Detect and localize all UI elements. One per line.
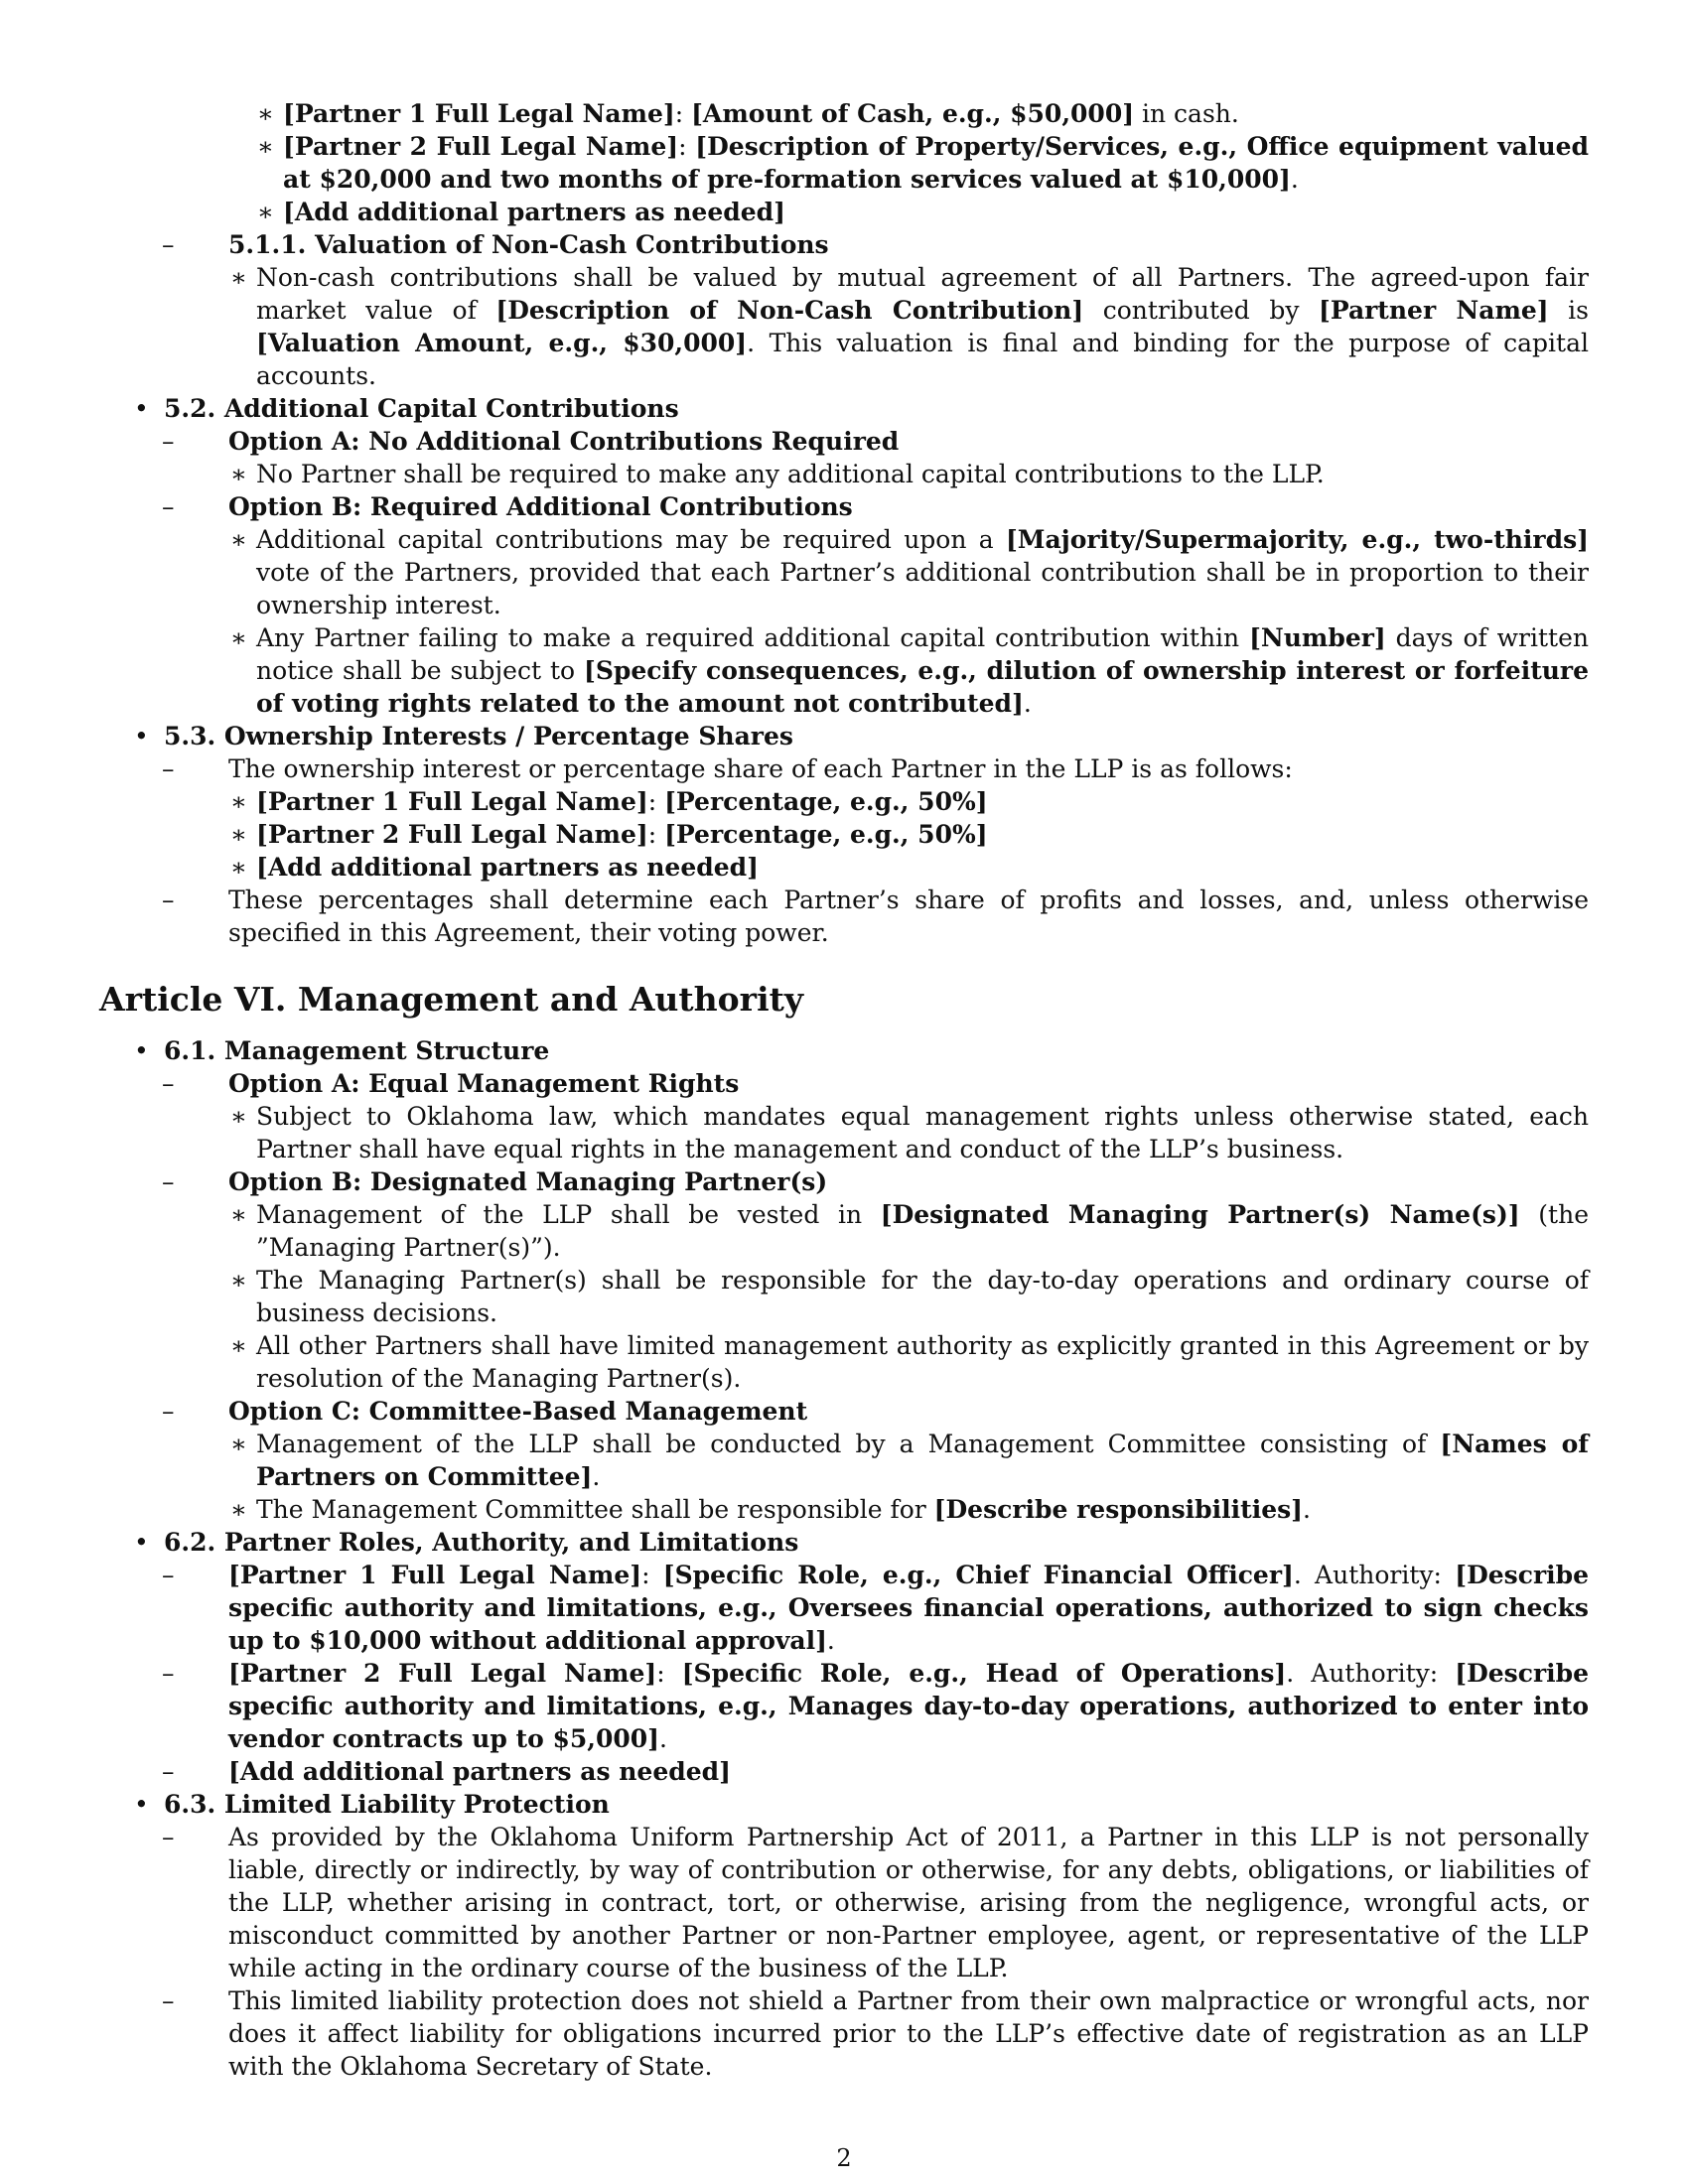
option-b: – Option B: Designated Managing Partner(s) ∗ Management of the LLP shall be vested in [Designated Managing Partner(s) Name(s)] (the ”Managing Partner(s)”). ∗ The Managing Partner(s) shall be responsible for the day-to-day operations and ordinary course of business decisions. ∗ All other Partners shall have limited management authority as explicitly granted in this Agreement or by resolution of the Managing Partner(s). — [164, 1165, 1589, 1395]
list-item: ∗ [Add additional partners as needed] — [255, 196, 1589, 228]
list-item: ∗ Non-cash contributions shall be valued by mutual agreement of all Partners. The agreed-upon fair market value of [Description of Non-Cash Contribution] contributed by [Partner Name] is [Valuation Amount, e.g., $30,000]. This valuation is final and binding for the purpose of capital accounts. — [228, 261, 1589, 392]
list-item: ∗ No Partner shall be required to make any additional capital contributions to the LLP. — [228, 458, 1589, 490]
section-list-5 — [99, 392, 1589, 949]
article-6-heading: Article VI. Management and Authority — [99, 980, 804, 1019]
document-page — [99, 97, 1589, 2083]
section-5-3: • 5.3. Ownership Interests / Percentage Shares – The ownership interest or percentage share of each Partner in the LLP is as follows: ∗ [Partner 1 Full Legal Name]: [Percentage, e.g., 50%] ∗ [Partner 2 Full Legal Name]: [Percentage, e.g., 50%] ∗ [Add additional partners as needed] – These percentages shall determine each Partner’s share of profits and losses, and, unless otherwise specified in this Agreement, their voting power. — [99, 720, 1589, 949]
list-item: – These percentages shall determine each Partner’s share of profits and losses, and, unless otherwise specified in this Agreement, their voting power. — [164, 884, 1589, 949]
option-a: – Option A: No Additional Contributions Required ∗ No Partner shall be required to make any additional capital contributions to the LLP. — [164, 425, 1589, 490]
list-item: ∗ [Partner 2 Full Legal Name]: [Percentage, e.g., 50%] — [228, 818, 1589, 851]
section-6-2: • 6.2. Partner Roles, Authority, and Limitations – [Partner 1 Full Legal Name]: [Specific Role, e.g., Chief Financial Officer]. Authority: [Describe specific authority and limitations, e.g., Oversees financial operations, authorized to sign checks up to $10,000 without additional approval]. – [Partner 2 Full Legal Name]: [Specific Role, e.g., Head of Operations]. Authority: [Describe specific authority and limitations, e.g., Manages day-to-day operations, authorized to enter into vendor contracts up to $5,000]. – [Add additional partners as needed] — [99, 1526, 1589, 1788]
section-list-6 — [99, 1034, 1589, 2083]
list-item: ∗ [Add additional partners as needed] — [228, 851, 1589, 884]
list-item: ∗ [Partner 1 Full Legal Name]: [Amount of Cash, e.g., $50,000] in cash. — [255, 97, 1589, 130]
subsection-list — [164, 228, 1589, 392]
list-item: ∗ The Managing Partner(s) shall be responsible for the day-to-day operations and ordinary course of business decisions. — [228, 1264, 1589, 1329]
list-item: ∗ Additional capital contributions may be required upon a [Majority/Supermajority, e.g., two-thirds] vote of the Partners, provided that each Partner’s additional contribution shall be in proportion to their ownership interest. — [228, 523, 1589, 621]
list-item: ∗ Subject to Oklahoma law, which mandates equal management rights unless otherwise stated, each Partner shall have equal rights in the management and conduct of the LLP’s business. — [228, 1100, 1589, 1165]
option-a: – Option A: Equal Management Rights ∗ Subject to Oklahoma law, which mandates equal management rights unless otherwise stated, each Partner shall have equal rights in the management and conduct of the LLP’s business. — [164, 1067, 1589, 1165]
subsection-5-1-1: – 5.1.1. Valuation of Non-Cash Contributions ∗ Non-cash contributions shall be valued by mutual agreement of all Partners. The agreed-upon fair market value of [Description of Non-Cash Contribution] contributed by [Partner Name] is [Valuation Amount, e.g., $30,000]. This valuation is final and binding for the purpose of capital accounts. — [164, 228, 1589, 392]
list-item: ∗ The Management Committee shall be responsible for [Describe responsibilities]. — [228, 1493, 1589, 1526]
section-6-1: • 6.1. Management Structure – Option A: Equal Management Rights ∗ Subject to Oklahoma law, which mandates equal management rights unless otherwise stated, each Partner shall have equal rights in the management and conduct of the LLP’s business. – Option B: Designated Managing Partner(s) ∗ Management of the LLP shall be vested in [Designated Managing Partner(s) Name(s)] (the ”Managing Partner(s)”). ∗ The Managing Partner(s) shall be responsible for the day-to-day operations and ordinary course of business decisions. ∗ All other Partners shall have limited management authority as explicitly granted in this Agreement or by resolution of the Managing Partner(s). – Option C: Committee-Based Management ∗ Management of the LLP shall be conducted by a Management Committee consisting of [Names of Partners on Committee]. ∗ The Management Committee shall be responsible for [Describe responsibilities]. — [99, 1034, 1589, 1526]
option-b: – Option B: Required Additional Contributions ∗ Additional capital contributions may be required upon a [Majority/Supermajority, e.g., two-thirds] vote of the Partners, provided that each Partner’s additional contribution shall be in proportion to their ownership interest. ∗ Any Partner failing to make a required additional capital contribution within [Number] days of written notice shall be subject to [Specify consequences, e.g., dilution of ownership interest or forfeiture of voting rights related to the amount not contributed]. — [164, 490, 1589, 720]
section-5-2: • 5.2. Additional Capital Contributions – Option A: No Additional Contributions Required ∗ No Partner shall be required to make any additional capital contributions to the LLP. – Option B: Required Additional Contributions ∗ Additional capital contributions may be required upon a [Majority/Supermajority, e.g., two-thirds] vote of the Partners, provided that each Partner’s additional contribution shall be in proportion to their ownership interest. ∗ Any Partner failing to make a required additional capital contribution within [Number] days of written notice shall be subject to [Specify consequences, e.g., dilution of ownership interest or forfeiture of voting rights related to the amount not contributed]. — [99, 392, 1589, 720]
list-item: ∗ All other Partners shall have limited management authority as explicitly granted in this Agreement or by resolution of the Managing Partner(s). — [228, 1329, 1589, 1395]
section-6-3: • 6.3. Limited Liability Protection – As provided by the Oklahoma Uniform Partnership Act of 2011, a Partner in this LLP is not personally liable, directly or indirectly, by way of contribution or otherwise, for any debts, obligations, or liabilities of the LLP, whether arising in contract, tort, or otherwise, arising from the negligence, wrongful acts, or misconduct committed by another Partner or non-Partner employee, agent, or representative of the LLP while acting in the ordinary course of the business of the LLP. – This limited liability protection does not shield a Partner from their own malpractice or wrongful acts, nor does it affect liability for obligations incurred prior to the LLP’s effective date of registration as an LLP with the Oklahoma Secretary of State. — [99, 1788, 1589, 2083]
option-c: – Option C: Committee-Based Management ∗ Management of the LLP shall be conducted by a Management Committee consisting of [Names of Partners on Committee]. ∗ The Management Committee shall be responsible for [Describe responsibilities]. — [164, 1395, 1589, 1526]
list-item: – As provided by the Oklahoma Uniform Partnership Act of 2011, a Partner in this LLP is not personally liable, directly or indirectly, by way of contribution or otherwise, for any debts, obligations, or liabilities of the LLP, whether arising in contract, tort, or otherwise, arising from the negligence, wrongful acts, or misconduct committed by another Partner or non-Partner employee, agent, or representative of the LLP while acting in the ordinary course of the business of the LLP. — [164, 1821, 1589, 1984]
contribution-list — [255, 97, 1589, 228]
list-item: ∗ Management of the LLP shall be conducted by a Management Committee consisting of [Names of Partners on Committee]. — [228, 1428, 1589, 1493]
list-item: ∗ [Partner 2 Full Legal Name]: [Description of Property/Services, e.g., Office equipment valued at $20,000 and two months of pre-formation services valued at $10,000]. — [255, 130, 1589, 196]
page-number: 2 — [836, 2144, 852, 2172]
list-item: ∗ Any Partner failing to make a required additional capital contribution within [Number] days of written notice shall be subject to [Specify consequences, e.g., dilution of ownership interest or forfeiture of voting rights related to the amount not contributed]. — [228, 621, 1589, 720]
list-item: – [Partner 1 Full Legal Name]: [Specific Role, e.g., Chief Financial Officer]. Authority: [Describe specific authority and limitations, e.g., Oversees financial operations, authorized to sign checks up to $10,000 without additional approval]. — [164, 1559, 1589, 1657]
list-item: – [Add additional partners as needed] — [164, 1755, 1589, 1788]
list-item: – The ownership interest or percentage share of each Partner in the LLP is as follows: ∗ [Partner 1 Full Legal Name]: [Percentage, e.g., 50%] ∗ [Partner 2 Full Legal Name]: [Percentage, e.g., 50%] ∗ [Add additional partners as needed] — [164, 752, 1589, 884]
list-item: – This limited liability protection does not shield a Partner from their own malpractice or wrongful acts, nor does it affect liability for obligations incurred prior to the LLP’s effective date of registration as an LLP with the Oklahoma Secretary of State. — [164, 1984, 1589, 2083]
list-item: – [Partner 2 Full Legal Name]: [Specific Role, e.g., Head of Operations]. Authority: [Describe specific authority and limitations, e.g., Manages day-to-day operations, authorized to enter into vendor contracts up to $5,000]. — [164, 1657, 1589, 1755]
list-item: ∗ Management of the LLP shall be vested in [Designated Managing Partner(s) Name(s)] (the ”Managing Partner(s)”). — [228, 1198, 1589, 1264]
list-item: ∗ [Partner 1 Full Legal Name]: [Percentage, e.g., 50%] — [228, 785, 1589, 818]
